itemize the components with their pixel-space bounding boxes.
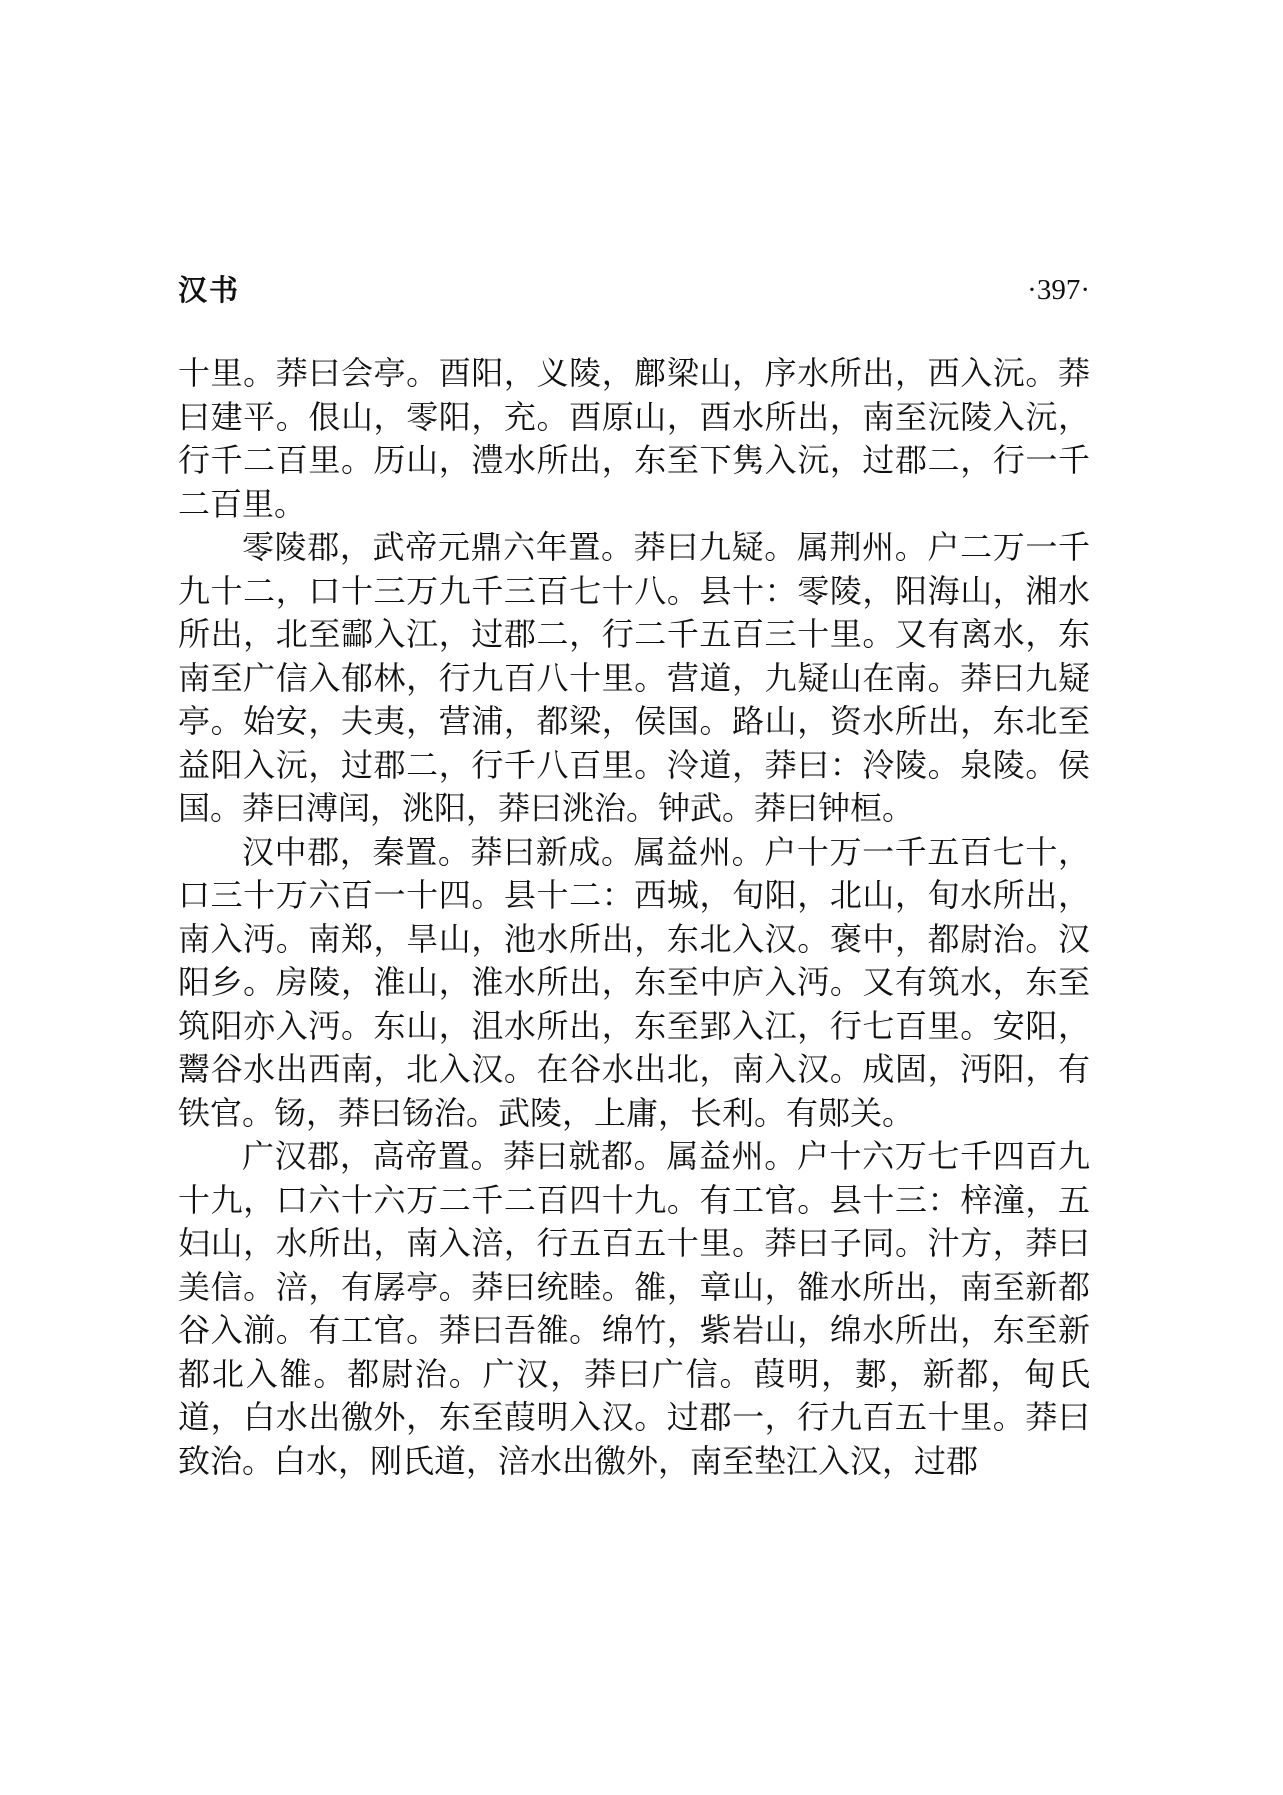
body-text — [178, 352, 1090, 1483]
paragraph: 广汉郡，高帝置。莽曰就都。属益州。户十六万七千四百九十九，口六十六万二千二百四十九。有工官。县十三：梓潼，五妇山，水所出，南入涪，行五百五十里。莽曰子同。汁方，莽曰美信。涪，有孱亭。莽曰统睦。雒，章山，雒水所出，南至新都谷入湔。有工官。莽曰吾雒。绵竹，紫岩山，绵水所出，东至新都北入雒。都尉治。广汉，莽曰广信。葭明，郪，新都，甸氏道，白水出徼外，东至葭明入汉。过郡一，行九百五十里。莽曰致治。白水，刚氏道，涪水出徼外，南至垫江入汉，过郡 — [178, 1137, 1090, 1480]
book-title: 汉书 — [178, 273, 241, 307]
paragraph: 汉中郡，秦置。莽曰新成。属益州。户十万一千五百七十，口三十万六百一十四。县十二：西城，旬阳，北山，旬水所出，南入沔。南郑，旱山，池水所出，东北入汉。褒中，都尉治。汉阳乡。房陵，淮山，淮水所出，东至中庐入沔。又有筑水，东至筑阳亦入沔。东山，沮水所出，东至郢入江，行七百里。安阳，鬻谷水出西南，北入汉。在谷水出北，南入汉。成固，沔阳，有铁官。钖，莽曰钖治。武陵，上庸，长利。有郧关。 — [178, 832, 1090, 1132]
page-number: ·397· — [1027, 274, 1090, 306]
paragraph: 十里。莽曰会亭。酉阳，义陵，鄜梁山，序水所出，西入沅。莽曰建平。佷山，零阳，充。酉原山，酉水所出，南至沅陵入沅，行千二百里。历山，澧水所出，东至下隽入沅，过郡二，行一千二百里。 — [178, 354, 1090, 523]
running-header — [178, 268, 1090, 312]
paragraph: 零陵郡，武帝元鼎六年置。莽曰九疑。属荆州。户二万一千九十二，口十三万九千三百七十八。县十：零陵，阳海山，湘水所出，北至酃入江，过郡二，行二千五百三十里。又有离水，东南至广信入郁林，行九百八十里。营道，九疑山在南。莽曰九疑亭。始安，夫夷，营浦，都梁，侯国。路山，资水所出，东北至益阳入沅，过郡二，行千八百里。泠道，莽曰：泠陵。泉陵。侯国。莽曰溥闰，洮阳，莽曰洮治。钟武。莽曰钟桓。 — [178, 528, 1090, 827]
